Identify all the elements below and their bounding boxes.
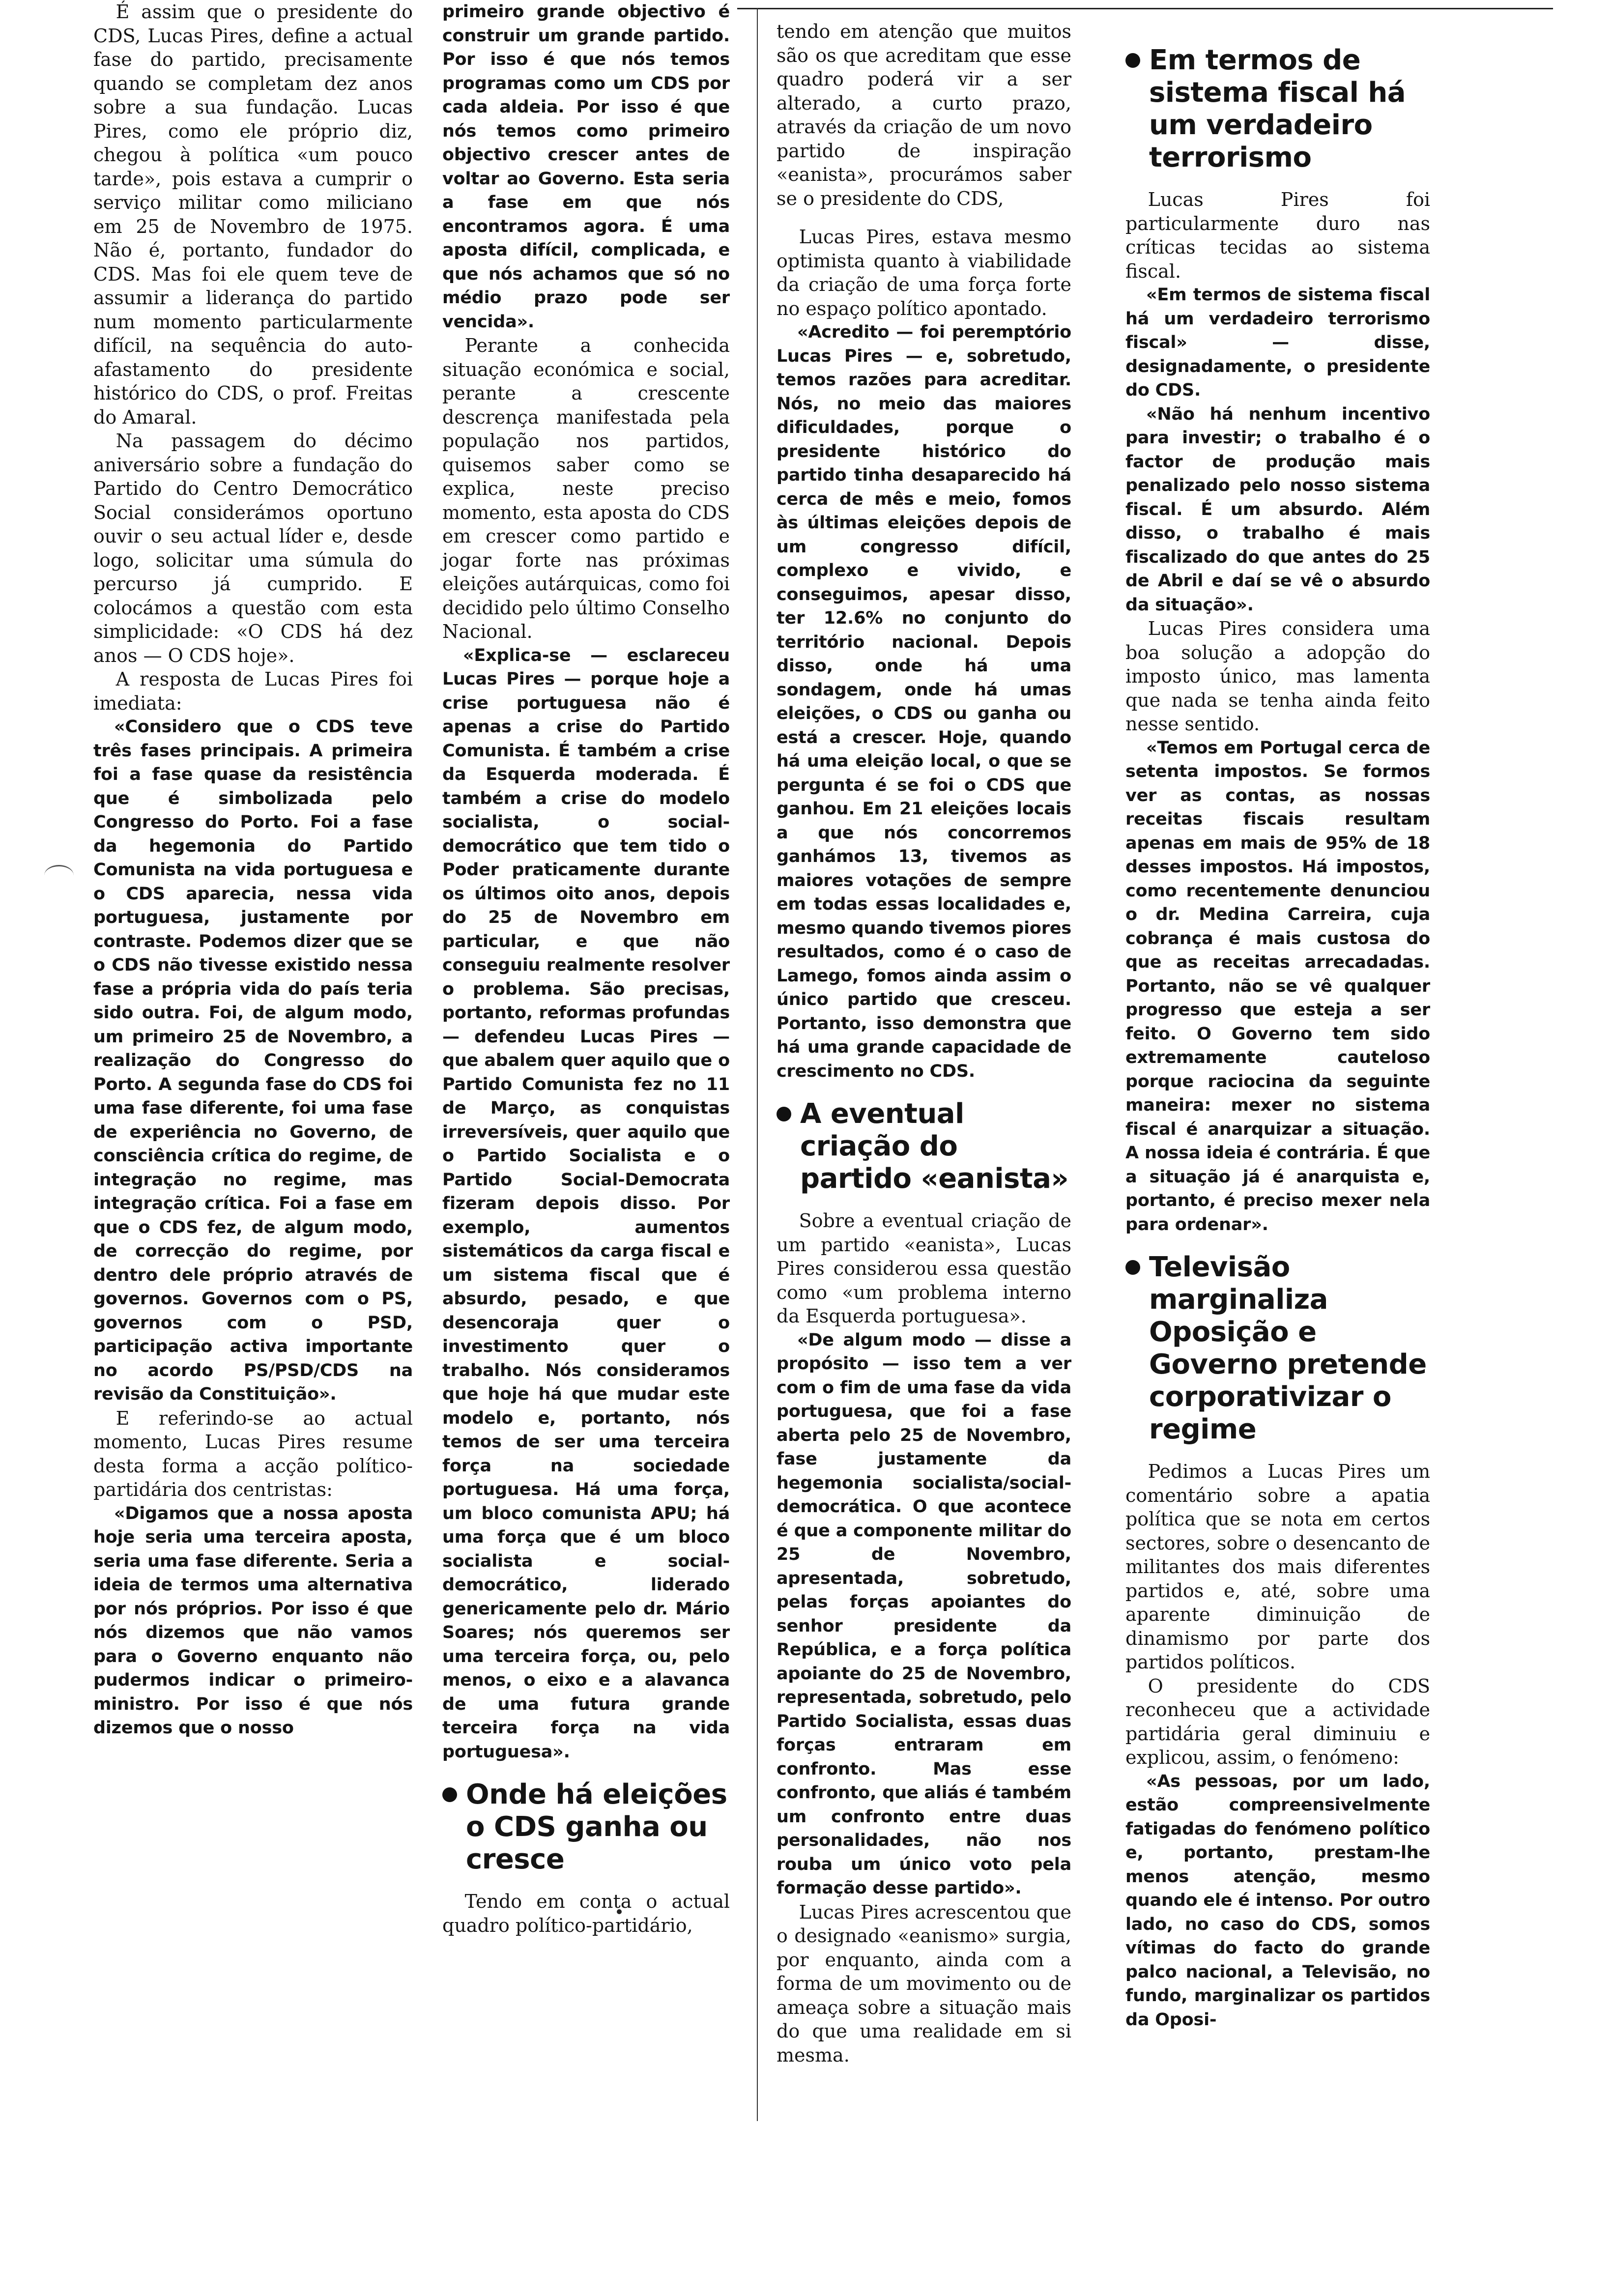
paragraph: Lucas Pires, estava mesmo optimista quanto à viabilidade da criação de uma força forte no espaço político apontado. <box>777 226 1071 319</box>
paragraph: Na passagem do décimo aniversário sobre a fundação do Partido do Centro Democrático Social considerámos oportuno ouvir o seu actual líder e, desde logo, solicitar uma súmula do percurso já cumprido. E colocámos a questão com esta simplicidade: «O CDS há dez anos — O CDS hoje». <box>93 430 413 666</box>
quote-paragraph: «Digamos que a nossa aposta hoje seria uma terceira aposta, seria uma fase diferente. Seria a ideia de termos uma alternativa por nós próprios. Por isso é que nós dizemos que não vamos para o Governo enquanto não pudermos indicar o primeiro-ministro. Por isso é que nós dizemos que o nosso <box>93 1503 413 1738</box>
subheading-eleicoes: Onde há eleições o CDS ganha ou cresce <box>442 1779 730 1876</box>
quote-paragraph: «Não há nenhum incentivo para investir; o trabalho é o factor de produção mais penalizado pelo nosso sistema fiscal. É um absurdo. Além disso, o trabalho é mais fiscalizado do que antes do 25 de Abril e daí se vê o absurdo da situação». <box>1125 404 1430 615</box>
article-column-2 <box>442 0 730 1937</box>
paragraph: É assim que o presidente do CDS, Lucas Pires, define a actual fase do partido, precisamente quando se completam dez anos sobre a sua fundação. Lucas Pires, como ele próprio diz, chegou à política «um pouco tarde», pois estava a cumprir o serviço militar como miliciano em 25 de Novembro de 1975. Não é, portanto, fundador do CDS. Mas foi ele quem teve de assumir a liderança do partido num momento particularmente difícil, na sequência do auto-afastamento do presidente histórico do CDS, o prof. Freitas do Amaral. <box>93 1 413 428</box>
top-rule <box>737 8 1553 9</box>
quote-paragraph: «As pessoas, por um lado, estão compreensivelmente fatigadas do fenómeno político e, portanto, prestam-lhe menos atenção, mesmo quando ele é intenso. Por outro lado, no caso do CDS, somos vítimas do facto do grande palco nacional, a Televisão, no fundo, marginalizar os partidos da Oposi- <box>1125 1771 1430 2030</box>
article-column-3 <box>777 20 1071 2067</box>
quote-paragraph: «Em termos de sistema fiscal há um verdadeiro terrorismo fiscal» — disse, designadamente, o presidente do CDS. <box>1125 285 1430 400</box>
quote-paragraph: «De algum modo — disse a propósito — isso tem a ver com o fim de uma fase da vida portuguesa, que foi a fase aberta pelo 25 de Novembro, fase justamente da hegemonia socialista/social-democrática. O que acontece é que a componente militar do 25 de Novembro, apresentada, sobretudo, pelas forças apoiantes do senhor presidente da República, e a força política apoiante do 25 de Novembro, representada, sobretudo, pelo Partido Socialista, essas duas forças entraram em confronto. Mas esse confronto, que aliás é também um confronto entre duas personalidades, não nos rouba um único voto pela formação desse partido». <box>777 1330 1071 1898</box>
quote-paragraph: «Explica-se — esclareceu Lucas Pires — porque hoje a crise portuguesa não é apenas a crise do Partido Comunista. É também a crise da Esquerda moderada. É também a crise do modelo socialista, o social-democrático que tem tido o Poder praticamente durante os últimos oito anos, depois do 25 de Novembro em particular, e que não conseguiu realmente resolver o problema. São precisas, portanto, reformas profundas — defendeu Lucas Pires —que abalem quer aquilo que o Partido Comunista fez no 11 de Março, as conquistas irreversíveis, quer aquilo que o Partido Socialista e o Partido Social-Democrata fizeram depois disso. Por exemplo, aumentos sistemáticos da carga fiscal e um sistema fiscal que é absurdo, pesado, e que desencoraja quer o investimento quer o trabalho. Nós consideramos que hoje há que mudar este modelo e, portanto, nós temos de ser uma terceira força na sociedade portuguesa. Há uma força, um bloco comunista APU; há uma força que é um bloco socialista e social-democrático, liderado genericamente pelo dr. Mário Soares; nós queremos ser uma terceira força, ou, pelo menos, o eixo e a alavanca de uma futura grande terceira força na vida portuguesa». <box>442 645 730 1762</box>
bullet-icon <box>1125 53 1140 68</box>
paragraph: Lucas Pires considera uma boa solução a adopção do imposto único, mas lamenta que nada se tenha ainda feito nesse sentido. <box>1125 618 1430 735</box>
paragraph: Lucas Pires foi particularmente duro nas críticas tecidas ao sistema fiscal. <box>1125 189 1430 282</box>
quote-paragraph: «Considero que o CDS teve três fases principais. A primeira foi a fase quase da resistência que é simbolizada pelo Congresso do Porto. Foi a fase da hegemonia do Partido Comunista na vida portuguesa e o CDS aparecia, nessa vida portuguesa, justamente por contraste. Podemos dizer que se o CDS não tivesse existido nessa fase a própria vida do país teria sido outra. Foi, de algum modo, um primeiro 25 de Novembro, a realização do Congresso do Porto. A segunda fase do CDS foi uma fase diferente, foi uma fase de experiência no Governo, de consciência crítica do regime, de integração no regime, mas integração crítica. Foi a fase em que o CDS fez, de algum modo, de correcção do regime, por dentro dele próprio através de governos. Governos com o PS, governos com o PSD, participação activa importante no acordo PS/PSD/CDS na revisão da Constituição». <box>93 717 413 1404</box>
margin-mark <box>44 865 74 886</box>
paragraph: tendo em atenção que muitos são os que acreditam que esse quadro poderá vir a ser alterado, a curto prazo, através da criação de um novo partido de inspiração «eanista», procurámos saber se o presidente do CDS, <box>777 21 1071 209</box>
paragraph: Lucas Pires acrescentou que o designado «eanismo» surgia, por enquanto, ainda com a forma de um movimento ou de ameaça sobre a situação mais do que uma realidade em si mesma. <box>777 1901 1071 2066</box>
bullet-icon <box>1125 1260 1140 1275</box>
quote-paragraph: «Acredito — foi peremptório Lucas Pires — e, sobretudo, temos razões para acreditar. Nós, no meio das maiores dificuldades, porque o presidente histórico do partido tinha desaparecido há cerca de mês e meio, fomos às últimas eleições depois de um congresso difícil, complexo e vivido, e conseguimos, apesar disso, ter 12.6% no conjunto do território nacional. Depois disso, onde há uma sondagem, onde há umas eleições, o CDS ou ganha ou está a crescer. Hoje, quando há uma eleição local, o que se pergunta é se foi o CDS que ganhou. Em 21 eleições locais a que nós concorremos ganhámos 13, tivemos as maiores votações de sempre em todas essas localidades e, mesmo quando tivemos piores resultados, como é o caso de Lamego, fomos ainda assim o único partido que cresceu. Portanto, isso demonstra que há uma grande capacidade de crescimento no CDS. <box>777 322 1071 1081</box>
article-column-1 <box>93 0 413 1740</box>
column-divider <box>757 8 758 2121</box>
paragraph: O presidente do CDS reconheceu que a actividade partidária geral diminuiu e explicou, assim, o fenómeno: <box>1125 1675 1430 1768</box>
subheading-eanista: A eventual criação do partido «eanista» <box>777 1098 1071 1195</box>
bullet-icon <box>442 1787 457 1802</box>
paragraph: E referindo-se ao actual momento, Lucas Pires resume desta forma a acção político-partidária dos centristas: <box>93 1407 413 1500</box>
quote-paragraph: «Temos em Portugal cerca de setenta impostos. Se formos ver as contas, as nossas receitas fiscais resultam apenas em mais de 95% de 18 desses impostos. Há impostos, como recentemente denunciou o dr. Medina Carreira, cuja cobrança é mais custosa do que as receitas arrecadadas. Portanto, não se vê qualquer progresso que esteja a ser feito. O Governo tem sido extremamente cauteloso porque raciocina da seguinte maneira: mexer no sistema fiscal é anarquizar a situação. A nossa ideia é contrária. É que a situação já é anarquista e, portanto, é preciso mexer nela para ordenar». <box>1125 738 1430 1234</box>
paragraph: Sobre a eventual criação de um partido «eanista», Lucas Pires considerou essa questão como «um problema interno da Esquerda portuguesa». <box>777 1210 1071 1327</box>
subheading-televisao: Televisão marginaliza Oposição e Governo pretende corporativizar o regime <box>1125 1251 1430 1446</box>
paragraph: Tendo em conta o actual quadro político-partidário, <box>442 1891 730 1936</box>
paragraph: A resposta de Lucas Pires foi imediata: <box>93 668 413 714</box>
subheading-fiscal: Em termos de sistema fiscal há um verdadeiro terrorismo <box>1125 44 1430 174</box>
paragraph: Pedimos a Lucas Pires um comentário sobre a apatia política que se nota em certos sectores, sobre o desencanto de militantes dos mais diferentes partidos e, até, sobre uma aparente diminuição de dinamismo por parte dos partidos políticos. <box>1125 1461 1430 1673</box>
bullet-icon <box>777 1107 791 1121</box>
article-column-4 <box>1125 44 1430 2032</box>
quote-paragraph: primeiro grande objectivo é construir um grande partido. Por isso é que nós temos programas como um CDS por cada aldeia. Por isso é que nós temos como primeiro objectivo crescer antes de voltar ao Governo. Esta seria a fase em que nós encontramos agora. É uma aposta difícil, complicada, e que nós achamos que só no médio prazo pode ser vencida». <box>442 2 730 332</box>
paragraph: Perante a conhecida situação económica e social, perante a crescente descrença manifestada pela população nos partidos, quisemos saber como se explica, neste preciso momento, esta aposta do CDS em crescer como partido e jogar forte nas próximas eleições autárquicas, como foi decidido pelo último Conselho Nacional. <box>442 335 730 642</box>
